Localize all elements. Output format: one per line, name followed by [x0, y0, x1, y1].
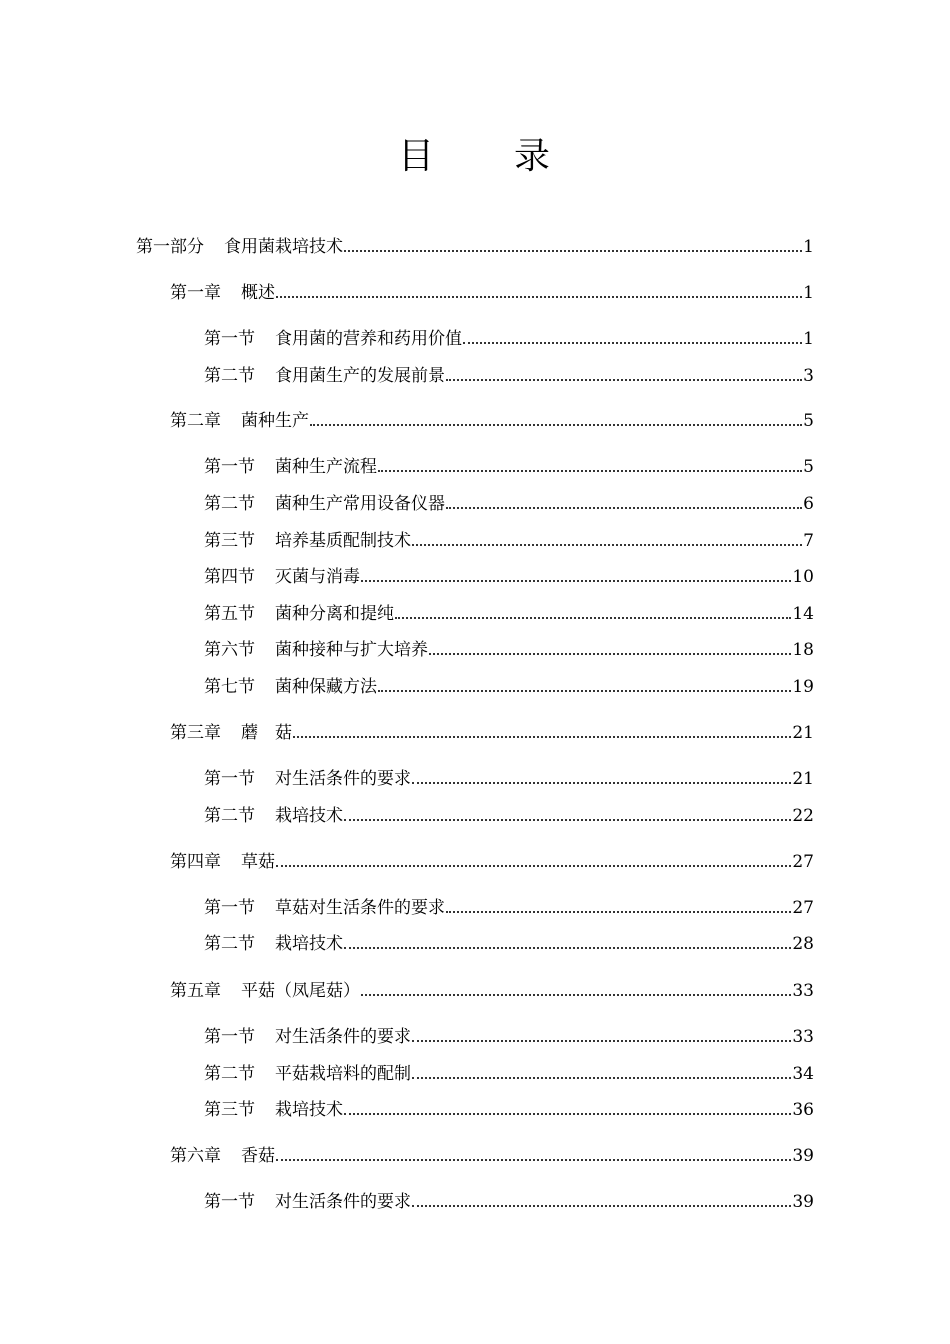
toc-entry-chapter[interactable]: 第三章 蘑 菇 21	[170, 723, 814, 743]
toc-page-number: 39	[792, 1146, 814, 1166]
toc-page-number: 14	[792, 604, 814, 624]
toc-entry-title: 对生活条件的要求	[275, 1192, 411, 1212]
toc-entry-section[interactable]: 第三节 培养基质配制技术 7	[204, 531, 814, 551]
toc-entry-chapter[interactable]: 第五章 平菇（凤尾菇） 33	[170, 981, 814, 1001]
toc-entry-section[interactable]: 第一节 草菇对生活条件的要求 27	[204, 898, 814, 918]
toc-page-number: 27	[792, 898, 814, 918]
toc-entry-title: 菌种保藏方法	[275, 677, 377, 697]
toc-entry-chapter[interactable]: 第四章 草菇 27	[170, 852, 814, 872]
toc-entry-title: 对生活条件的要求	[275, 1027, 411, 1047]
toc-entry-section[interactable]: 第一节 对生活条件的要求 21	[204, 769, 814, 789]
toc-page-number: 21	[792, 723, 814, 743]
toc-entry-title: 菌种分离和提纯	[275, 604, 394, 624]
toc-entry-title: 栽培技术	[275, 934, 343, 954]
toc-entry-section[interactable]: 第一节 食用菌的营养和药用价值 1	[204, 329, 814, 349]
toc-page-number: 34	[792, 1064, 814, 1084]
toc-page-number: 22	[792, 806, 814, 826]
toc-entry-title: 菌种接种与扩大培养	[275, 640, 428, 660]
page-title	[0, 128, 950, 179]
title-char-1: 目	[397, 136, 436, 177]
toc-page-number: 10	[792, 567, 814, 587]
toc-page-number: 1	[803, 237, 814, 257]
toc-entry-title: 草菇对生活条件的要求	[275, 898, 445, 918]
toc-entry-section[interactable]: 第二节 平菇栽培料的配制 34	[204, 1064, 814, 1084]
toc-entry-section[interactable]: 第二节 菌种生产常用设备仪器 6	[204, 494, 814, 514]
toc-entry-section[interactable]: 第五节 菌种分离和提纯 14	[204, 604, 814, 624]
toc-entry-title: 香菇	[241, 1146, 275, 1166]
toc-entry-title: 对生活条件的要求	[275, 769, 411, 789]
toc-page-number: 6	[803, 494, 814, 514]
toc-entry-title: 栽培技术	[275, 806, 343, 826]
toc-entry-title: 食用菌生产的发展前景	[275, 366, 445, 386]
toc-entry-title: 菌种生产常用设备仪器	[275, 494, 445, 514]
toc-entry-section[interactable]: 第四节 灭菌与消毒 10	[204, 567, 814, 587]
toc-entry-section[interactable]: 第二节 食用菌生产的发展前景 3	[204, 366, 814, 386]
toc-page-number: 5	[803, 411, 814, 431]
toc-entry-chapter[interactable]: 第六章 香菇 39	[170, 1146, 814, 1166]
toc-entry-title: 草菇	[241, 852, 275, 872]
toc-entry-section[interactable]: 第一节 对生活条件的要求 39	[204, 1192, 814, 1212]
toc-entry-section[interactable]: 第一节 菌种生产流程 5	[204, 457, 814, 477]
toc-page-number: 7	[803, 531, 814, 551]
toc-entry-section[interactable]: 第二节 栽培技术 28	[204, 934, 814, 954]
toc-page-number: 5	[803, 457, 814, 477]
toc-entry-title: 菌种生产流程	[275, 457, 377, 477]
toc-entry-chapter[interactable]: 第一章 概述 1	[170, 283, 814, 303]
toc-entry-part[interactable]: 第一部分 食用菌栽培技术 1	[136, 237, 814, 257]
toc-entry-title: 食用菌栽培技术	[224, 237, 343, 257]
toc-page-number: 33	[792, 1027, 814, 1047]
toc-page-number: 36	[792, 1100, 814, 1120]
toc-page-number: 33	[792, 981, 814, 1001]
toc-entry-title: 培养基质配制技术	[275, 531, 411, 551]
toc-page-number: 27	[792, 852, 814, 872]
toc-entry-section[interactable]: 第六节 菌种接种与扩大培养 18	[204, 640, 814, 660]
toc-entry-section[interactable]: 第二节 栽培技术 22	[204, 806, 814, 826]
toc-entry-title: 蘑 菇	[241, 723, 292, 743]
title-char-2: 录	[514, 136, 553, 177]
toc-entry-section[interactable]: 第七节 菌种保藏方法 19	[204, 677, 814, 697]
toc-entry-title: 菌种生产	[241, 411, 309, 431]
toc-page-number: 1	[803, 283, 814, 303]
toc-page-number: 21	[792, 769, 814, 789]
toc-entry-title: 平菇栽培料的配制	[275, 1064, 411, 1084]
toc-entry-title: 概述	[241, 283, 275, 303]
toc-entry-section[interactable]: 第一节 对生活条件的要求 33	[204, 1027, 814, 1047]
toc-entry-title: 平菇（凤尾菇）	[241, 981, 360, 1001]
toc-entry-title: 灭菌与消毒	[275, 567, 360, 587]
toc-entry-section[interactable]: 第三节 栽培技术 36	[204, 1100, 814, 1120]
toc-page-number: 19	[792, 677, 814, 697]
toc-entry-title: 栽培技术	[275, 1100, 343, 1120]
toc-page-number: 1	[803, 329, 814, 349]
toc-page-number: 18	[792, 640, 814, 660]
toc-page-number: 3	[803, 366, 814, 386]
toc-entry-chapter[interactable]: 第二章 菌种生产 5	[170, 411, 814, 431]
toc-page-number: 28	[792, 934, 814, 954]
toc-entry-title: 食用菌的营养和药用价值	[275, 329, 462, 349]
toc-page-number: 39	[792, 1192, 814, 1212]
